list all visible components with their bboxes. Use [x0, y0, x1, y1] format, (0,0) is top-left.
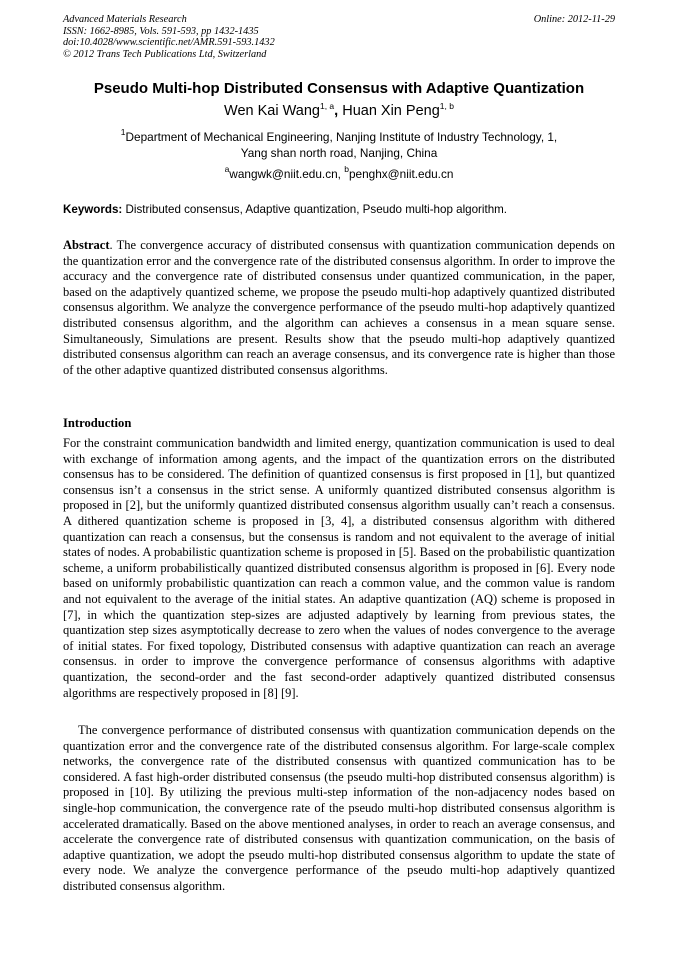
body-paragraph: The convergence performance of distributed consensus with quantization communication depends on the quantization error and the convergence rate of the distributed consensus algorithm. For large-scale complex networks, the convergence rate of the distributed consensus with quantized communication has to be considered. A fast high-order distributed consensus (the pseudo multi-hop distributed consensus algorithm) is proposed in [10]. By utilizing the previous multi-step information of the non-adjacency nodes based on single-hop communication, the convergence rate of the pseudo multi-hop distributed consensus algorithm is accelerated dramatically. Based on the above mentioned analyses, in order to reach an average consensus, and accelerate the convergence rate of distributed consensus with quantization communication, on the basis of adaptive quantization, we adopt the pseudo multi-hop distributed consensus algorithm to update the state of every node. We analyze the convergence performance of the pseudo multi-hop adaptively quantized distributed consensus algorithm.	[63, 723, 615, 893]
online-date: Online: 2012-11-29	[533, 14, 615, 25]
keywords	[63, 202, 615, 217]
email-marker: a	[224, 164, 230, 174]
email-link[interactable]: wangwk@niit.edu.cn,	[229, 167, 345, 181]
abstract-label: Abstract	[63, 238, 110, 252]
author-affiliation-marker: 1, a	[319, 101, 335, 111]
issn-line: ISSN: 1662-8985, Vols. 591-593, pp 1432-1435	[63, 25, 259, 37]
author-affiliation-marker: 1, b	[439, 101, 454, 111]
doi-line: doi:10.4028/www.scientific.net/AMR.591-593.1432	[63, 37, 275, 49]
affiliation	[60, 127, 618, 161]
paper-title: Pseudo Multi-hop Distributed Consensus with Adaptive Quantization	[93, 80, 585, 97]
affiliation-line: Department of Mechanical Engineering, Nanjing Institute of Industry Technology, 1,	[125, 130, 558, 144]
keywords-label: Keywords:	[63, 203, 123, 216]
author-list	[40, 102, 638, 121]
author-separator: ,	[334, 103, 339, 119]
journal-name: Advanced Materials Research	[63, 14, 187, 25]
affiliation-line: Yang shan north road, Nanjing, China	[240, 145, 438, 160]
section-heading-introduction: Introduction	[63, 416, 132, 430]
affiliation-marker: 1	[120, 127, 126, 137]
email-link[interactable]: penghx@niit.edu.cn	[348, 167, 454, 181]
copyright-line: © 2012 Trans Tech Publications Ltd, Switzerland	[63, 48, 267, 60]
author-emails	[40, 164, 638, 182]
email-marker: b	[344, 164, 349, 174]
abstract	[63, 238, 615, 378]
author-name: Wen Kai Wang	[224, 103, 320, 119]
journal-header	[63, 14, 615, 60]
abstract-text: . The convergence accuracy of distributed consensus with quantization communication depends on the quantization error and the convergence rate of the distributed consensus algorithm. In order to improve the accuracy and the convergence rate of distributed consensus under quantized communication, in the paper, based on the adaptively quantized scheme, we propose the pseudo multi-hop adaptively quantized distributed consensus algorithm. We analyze the convergence performance of the pseudo multi-hop adaptively quantized distributed consensus algorithm, and the algorithm can achieves a consensus in a mean square sense. Simultaneously, Simulations are present. Results show that the pseudo multi-hop adaptively quantized distributed consensus algorithm can reach an average consensus, and its convergence rate is higher than those of the other adaptive quantized distributed consensus algorithms.	[63, 238, 615, 377]
author-name: Huan Xin Peng	[338, 103, 440, 119]
keywords-text: Distributed consensus, Adaptive quantization, Pseudo multi-hop algorithm.	[122, 203, 508, 216]
body-paragraph: For the constraint communication bandwidth and limited energy, quantization communication is used to deal with exchange of information among agents, and the impact of the quantization errors on the distributed consensus has to be considered. The definition of quantized consensus is first proposed in [1], but quantized consensus isn’t a consensus in the strict sense. A uniformly quantized distributed consensus algorithm is proposed in [2], but the uniformly quantized distributed consensus algorithm usually can’t reach a consensus. A dithered quantization scheme is proposed in [3, 4], a distributed consensus algorithm with dithered quantization can reach a consensus, but the consensus is random and not equivalent to the average of initial states of nodes. A probabilistic quantization scheme is proposed in [5]. Based on the probabilistic quantization scheme, a uniform probabilistically quantized distributed consensus algorithm is proposed in [6]. Every node based on uniformly probabilistic quantization can reach a common value, and the common value is random and not equivalent to the average of the initial states. An adaptive quantization (AQ) scheme is proposed in [7], in which the quantization step-sizes are adjusted adaptively by learning from previous states, the quantization step sizes asymptotically decrease to zero when the values of nodes convergence to the average of initial states. For fixed topology, Distributed consensus with adaptive quantization can reach an average consensus. in order to improve the convergence performance of consensus algorithms with adaptive quantization, the second-order and the fast second-order adaptively quantized distributed consensus algorithms are respectively proposed in [8] [9].	[63, 436, 615, 700]
